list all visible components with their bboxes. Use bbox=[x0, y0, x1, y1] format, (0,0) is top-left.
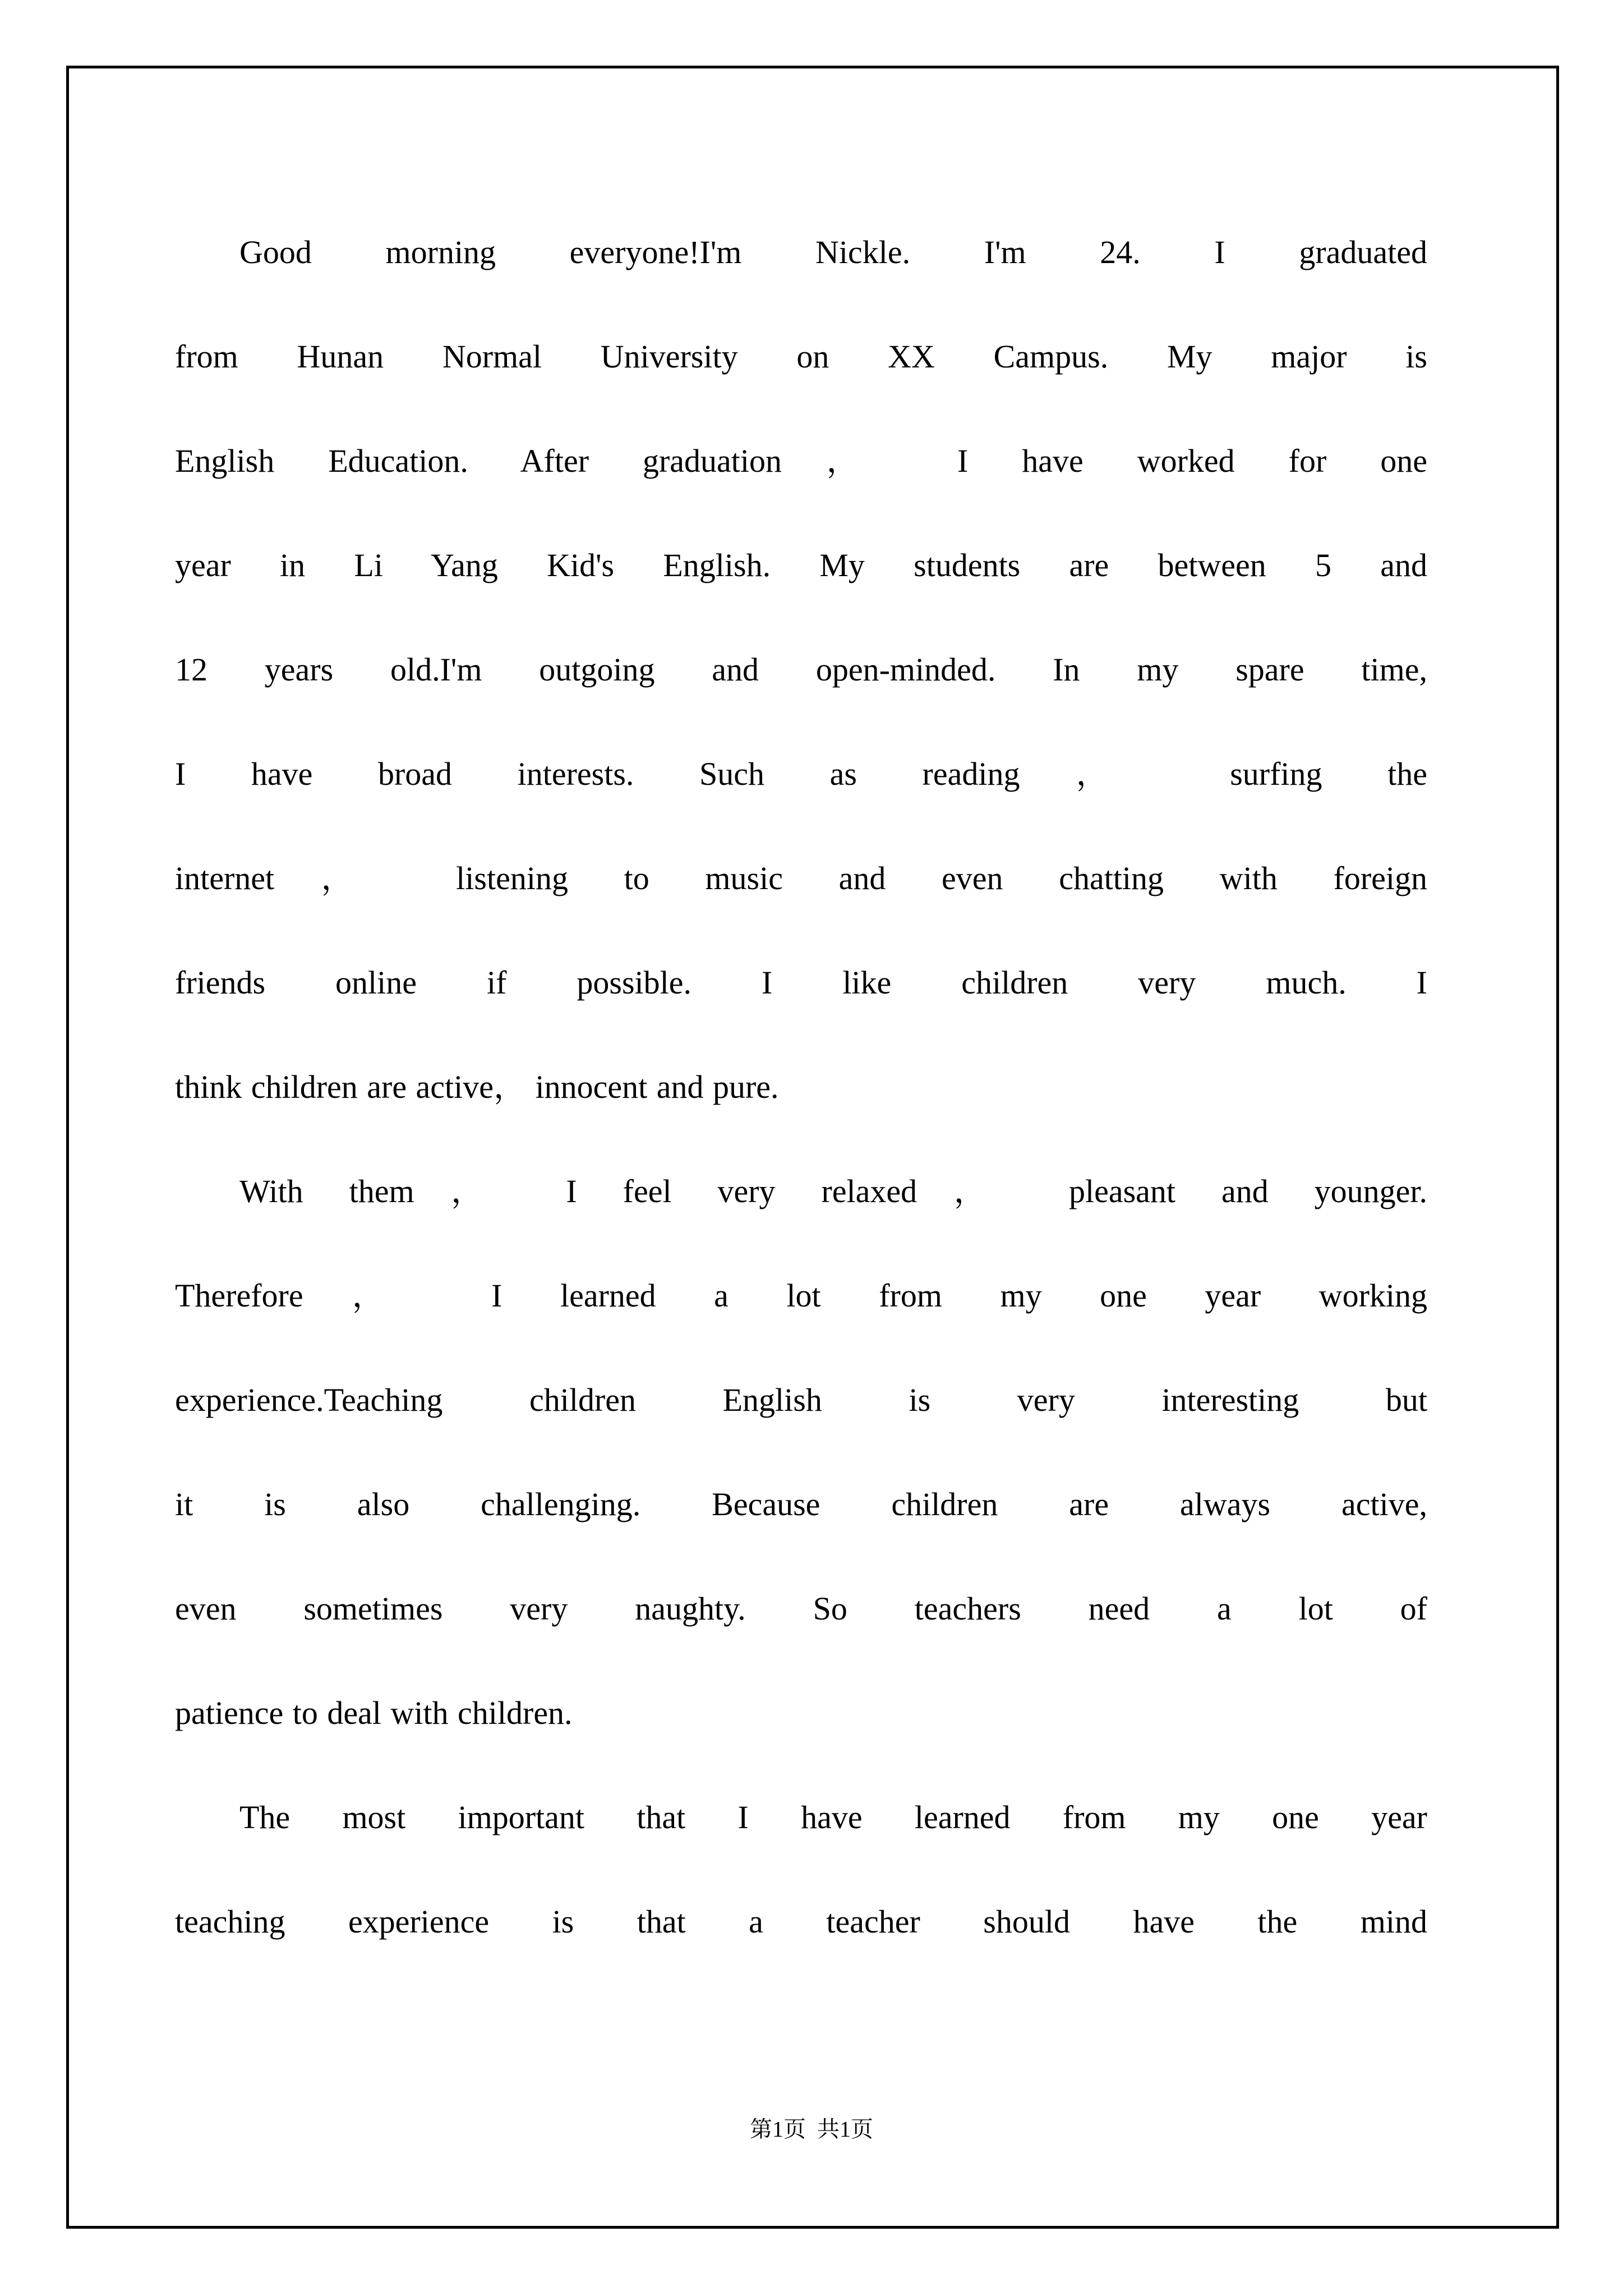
text-line: 12 years old.I'm outgoing and open-minded. In my spare time, bbox=[175, 651, 1427, 688]
page-footer: 第1页 共1页 bbox=[750, 2116, 873, 2142]
text-line: internet， listening to music and even chatting with foreign bbox=[175, 860, 1427, 896]
text-line: friends online if possible. I like children very much. I bbox=[175, 964, 1427, 1001]
text-line: English Education. After graduation， I have worked for one bbox=[175, 443, 1427, 479]
text-line: it is also challenging. Because children are always active, bbox=[175, 1486, 1427, 1522]
text-line: teaching experience is that a teacher should have the mind bbox=[175, 1903, 1427, 1940]
text-line: Therefore， I learned a lot from my one year working bbox=[175, 1277, 1427, 1314]
text-line: I have broad interests. Such as reading， surfing the bbox=[175, 756, 1427, 792]
text-line: experience.Teaching children English is very interesting but bbox=[175, 1382, 1427, 1418]
text-line: Good morning everyone!I'm Nickle. I'm 24. I graduated bbox=[239, 234, 1427, 270]
text-line: even sometimes very naughty. So teachers need a lot of bbox=[175, 1590, 1427, 1627]
text-line: from Hunan Normal University on XX Campus. My major is bbox=[175, 338, 1427, 375]
document-body bbox=[175, 200, 1427, 1974]
text-line: think children are active， innocent and pure. bbox=[175, 1069, 779, 1105]
text-line: With them， I feel very relaxed， pleasant and younger. bbox=[239, 1173, 1427, 1209]
text-line: patience to deal with children. bbox=[175, 1695, 573, 1731]
text-line: The most important that I have learned from my one year bbox=[239, 1799, 1427, 1835]
text-line: year in Li Yang Kid's English. My students are between 5 and bbox=[175, 547, 1427, 583]
